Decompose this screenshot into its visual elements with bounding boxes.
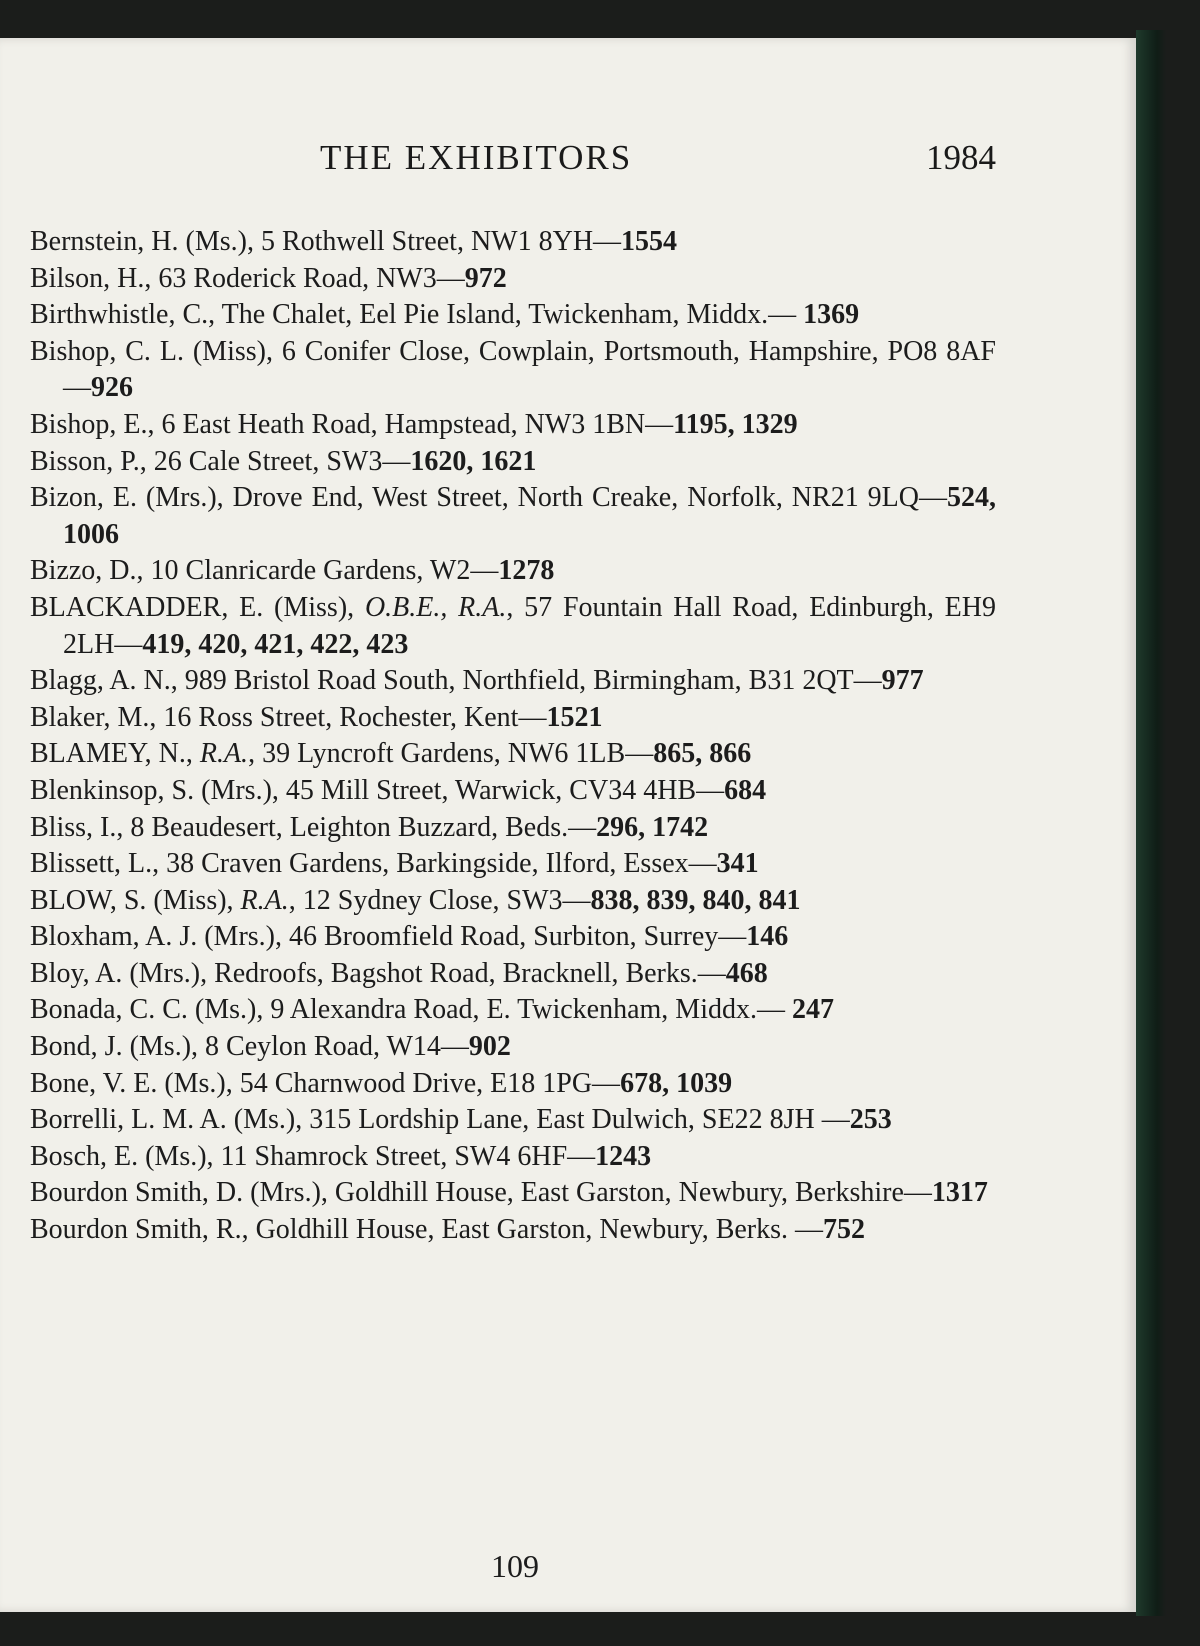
exhibitor-entry: Blaker, M., 16 Ross Street, Rochester, Kent—1521 — [30, 701, 603, 733]
exhibitor-entry: Blissett, L., 38 Craven Gardens, Barkingside, Ilford, Essex—341 — [30, 848, 759, 880]
catalogue-numbers: 247 — [791, 994, 834, 1026]
catalogue-numbers: 838, 839, 840, 841 — [590, 884, 801, 916]
exhibitor-entry: Birthwhistle, C., The Chalet, Eel Pie Island, Twickenham, Middx.— 1369 — [30, 299, 860, 331]
catalogue-numbers: 865, 866 — [653, 738, 752, 770]
catalogue-numbers: 1278 — [498, 555, 555, 587]
book-binding — [1136, 30, 1166, 1616]
exhibitor-entry: Bourdon Smith, R., Goldhill House, East Garston, Newbury, Berks. —752 — [30, 1214, 866, 1246]
catalogue-numbers: 1620, 1621 — [410, 445, 537, 477]
exhibitor-entry: Bourdon Smith, D. (Mrs.), Goldhill House, East Garston, Newbury, Berkshire—1317 — [30, 1177, 988, 1209]
exhibitor-entry: Bloxham, A. J. (Mrs.), 46 Broomfield Road, Surbiton, Surrey—146 — [30, 921, 789, 953]
catalogue-numbers: 468 — [725, 957, 768, 989]
exhibitor-entry: BLACKADDER, E. (Miss), O.B.E., R.A., 57 Fountain Hall Road, Edinburgh, EH9 2LH—419, 420, 421, 422, 423 — [30, 591, 997, 660]
exhibitor-entry: Bliss, I., 8 Beaudesert, Leighton Buzzard, Beds.—296, 1742 — [30, 811, 709, 843]
exhibitor-entry: Bishop, C. L. (Miss), 6 Conifer Close, Cowplain, Portsmouth, Hampshire, PO8 8AF—926 — [30, 335, 996, 404]
catalogue-numbers: 253 — [849, 1104, 892, 1136]
catalogue-numbers: 972 — [464, 262, 507, 294]
exhibitor-entry: Bone, V. E. (Ms.), 54 Charnwood Drive, E18 1PG—678, 1039 — [30, 1067, 733, 1099]
honours: R.A. — [199, 738, 249, 770]
header-title: THE EXHIBITORS — [320, 138, 633, 177]
exhibitor-entry: Borrelli, L. M. A. (Ms.), 315 Lordship Lane, East Dulwich, SE22 8JH —253 — [30, 1104, 892, 1136]
catalogue-numbers: 1195, 1329 — [673, 408, 798, 440]
catalogue-numbers: 678, 1039 — [620, 1067, 733, 1099]
exhibitor-entry: Bizon, E. (Mrs.), Drove End, West Street, North Creake, Norfolk, NR21 9LQ—524, 1006 — [30, 482, 996, 550]
catalogue-numbers: 1243 — [595, 1140, 652, 1172]
honours: O.B.E., R.A. — [364, 591, 507, 623]
catalogue-numbers: 146 — [746, 921, 789, 953]
catalogue-numbers: 926 — [91, 372, 133, 404]
book-page — [0, 38, 1136, 1612]
exhibitor-entry: Bond, J. (Ms.), 8 Ceylon Road, W14—902 — [30, 1031, 511, 1063]
exhibitor-entry: Bilson, H., 63 Roderick Road, NW3—972 — [30, 262, 507, 294]
exhibitor-entry: BLAMEY, N., R.A., 39 Lyncroft Gardens, NW6 1LB—865, 866 — [30, 738, 752, 770]
catalogue-numbers: 341 — [716, 848, 759, 880]
catalogue-numbers: 977 — [881, 665, 924, 697]
catalogue-numbers: 752 — [823, 1214, 866, 1246]
exhibitor-list — [30, 224, 996, 1249]
catalogue-numbers: 1317 — [931, 1177, 988, 1209]
honours: R.A. — [240, 884, 289, 916]
exhibitor-entry: BLOW, S. (Miss), R.A., 12 Sydney Close, SW3—838, 839, 840, 841 — [30, 884, 801, 916]
catalogue-numbers: 902 — [468, 1031, 511, 1063]
catalogue-numbers: 684 — [724, 774, 767, 806]
header-year: 1984 — [926, 138, 996, 177]
exhibitor-entry: Bosch, E. (Ms.), 11 Shamrock Street, SW4 6HF—1243 — [30, 1140, 652, 1172]
exhibitor-entry: Bernstein, H. (Ms.), 5 Rothwell Street, NW1 8YH—1554 — [30, 226, 678, 257]
catalogue-numbers: 296, 1742 — [596, 811, 709, 843]
catalogue-numbers: 1554 — [621, 226, 678, 257]
catalogue-numbers: 1369 — [803, 299, 860, 331]
catalogue-numbers: 524, 1006 — [63, 482, 996, 550]
exhibitor-entry: Bishop, E., 6 East Heath Road, Hampstead, NW3 1BN—1195, 1329 — [30, 408, 798, 440]
page-number: 109 — [491, 1548, 539, 1584]
exhibitor-entry: Bizzo, D., 10 Clanricarde Gardens, W2—1278 — [30, 555, 555, 587]
catalogue-numbers: 419, 420, 421, 422, 423 — [142, 628, 409, 660]
catalogue-numbers: 1521 — [546, 701, 603, 733]
exhibitor-entry: Blagg, A. N., 989 Bristol Road South, Northfield, Birmingham, B31 2QT—977 — [30, 665, 924, 697]
exhibitor-entry: Bloy, A. (Mrs.), Redroofs, Bagshot Road, Bracknell, Berks.—468 — [30, 957, 768, 989]
exhibitor-entry: Blenkinsop, S. (Mrs.), 45 Mill Street, Warwick, CV34 4HB—684 — [30, 774, 767, 806]
exhibitor-entry: Bonada, C. C. (Ms.), 9 Alexandra Road, E. Twickenham, Middx.— 247 — [30, 994, 834, 1026]
exhibitor-entry: Bisson, P., 26 Cale Street, SW3—1620, 1621 — [30, 445, 537, 477]
